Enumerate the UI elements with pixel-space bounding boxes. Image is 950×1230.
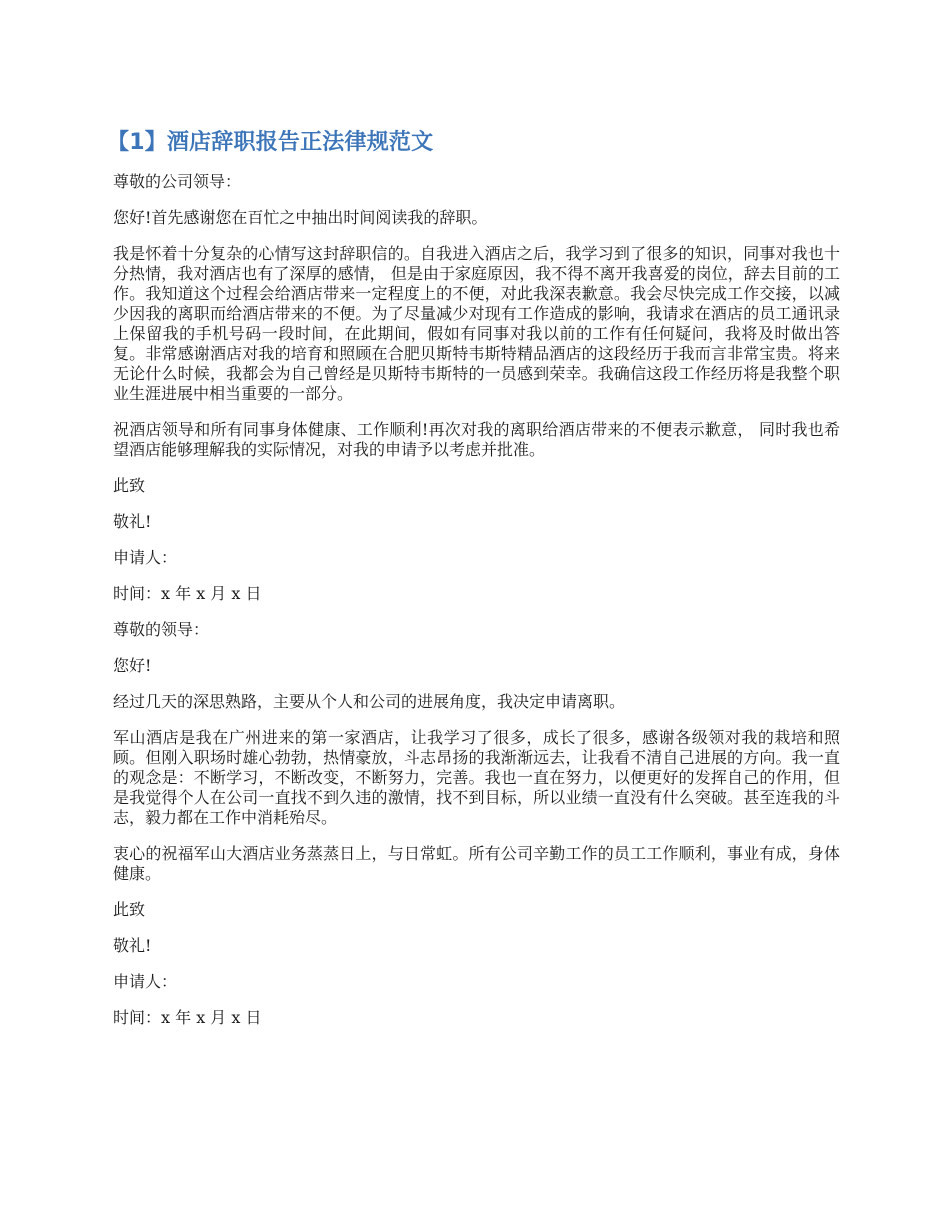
- salutation-2: 尊敬的领导：: [113, 620, 210, 639]
- regards-1: 敬礼!: [113, 512, 152, 531]
- closing-phrase-1: 此致: [113, 476, 146, 495]
- decision-paragraph-2: 经过几天的深思熟路，主要从个人和公司的进展角度，我决定申请离职。: [113, 692, 626, 711]
- regards-2: 敬礼!: [113, 936, 152, 955]
- applicant-line-2: 申请人：: [113, 972, 178, 991]
- greeting-paragraph-1: 您好!首先感谢您在百忙之中抽出时间阅读我的辞职。: [113, 208, 488, 227]
- greeting-paragraph-2: 您好!: [113, 656, 152, 675]
- closing-wish-paragraph-2: 衷心的祝福军山大酒店业务蒸蒸日上，与日常虹。所有公司辛勤工作的员工工作顺利，事业有成，身体健康。: [113, 844, 840, 883]
- document-title: 【1】酒店辞职报告正法律规范文: [107, 130, 434, 155]
- salutation-1: 尊敬的公司领导：: [113, 172, 242, 191]
- applicant-line-1: 申请人：: [113, 548, 178, 567]
- body-paragraph-1: 我是怀着十分复杂的心情写这封辞职信的。自我进入酒店之后，我学习到了很多的知识，同事对我也十分热情，我对酒店也有了深厚的感情， 但是由于家庭原因，我不得不离开我喜爱的岗位，辞去目前的工作。我知道这个过程会给酒店带来一定程度上的不便，对此我深表歉意。我会尽快完成工作交接，以减少因我的离职而给酒店带来的不便。为了尽量减少对现有工作造成的影响，我请求在酒店的员工通讯录上保留我的手机号码一段时间，在此期间，假如有同事对我以前的工作有任何疑问，我将及时做出答复。非常感谢酒店对我的培育和照顾在合肥贝斯特韦斯特精品酒店的这段经历于我而言非常宝贵。将来无论什么时候，我都会为自己曾经是贝斯特韦斯特的一员感到荣幸。我确信这段工作经历将是我整个职业生涯进展中相当重要的一部分。: [113, 244, 840, 403]
- closing-phrase-2: 此致: [113, 900, 146, 919]
- body-paragraph-2: 军山酒店是我在广州进来的第一家酒店，让我学习了很多，成长了很多，感谢各级领对我的栽培和照顾。但刚入职场时雄心勃勃，热情豪放，斗志昂扬的我渐渐远去，让我看不清自己进展的方向。我一直的观念是：不断学习，不断改变，不断努力，完善。我也一直在努力，以便更好的发挥自己的作用，但是我觉得个人在公司一直找不到久违的激情，找不到目标，所以业绩一直没有什么突破。甚至连我的斗志，毅力都在工作中消耗殆尽。: [113, 728, 840, 827]
- date-line-2: 时间：x 年 x 月 x 日: [113, 1008, 262, 1027]
- document-body: [107, 128, 840, 1044]
- date-line-1: 时间：x 年 x 月 x 日: [113, 584, 262, 603]
- closing-wish-paragraph-1: 祝酒店领导和所有同事身体健康、工作顺利!再次对我的离职给酒店带来的不便表示歉意， 同时我也希望酒店能够理解我的实际情况，对我的申请予以考虑并批准。: [113, 420, 840, 459]
